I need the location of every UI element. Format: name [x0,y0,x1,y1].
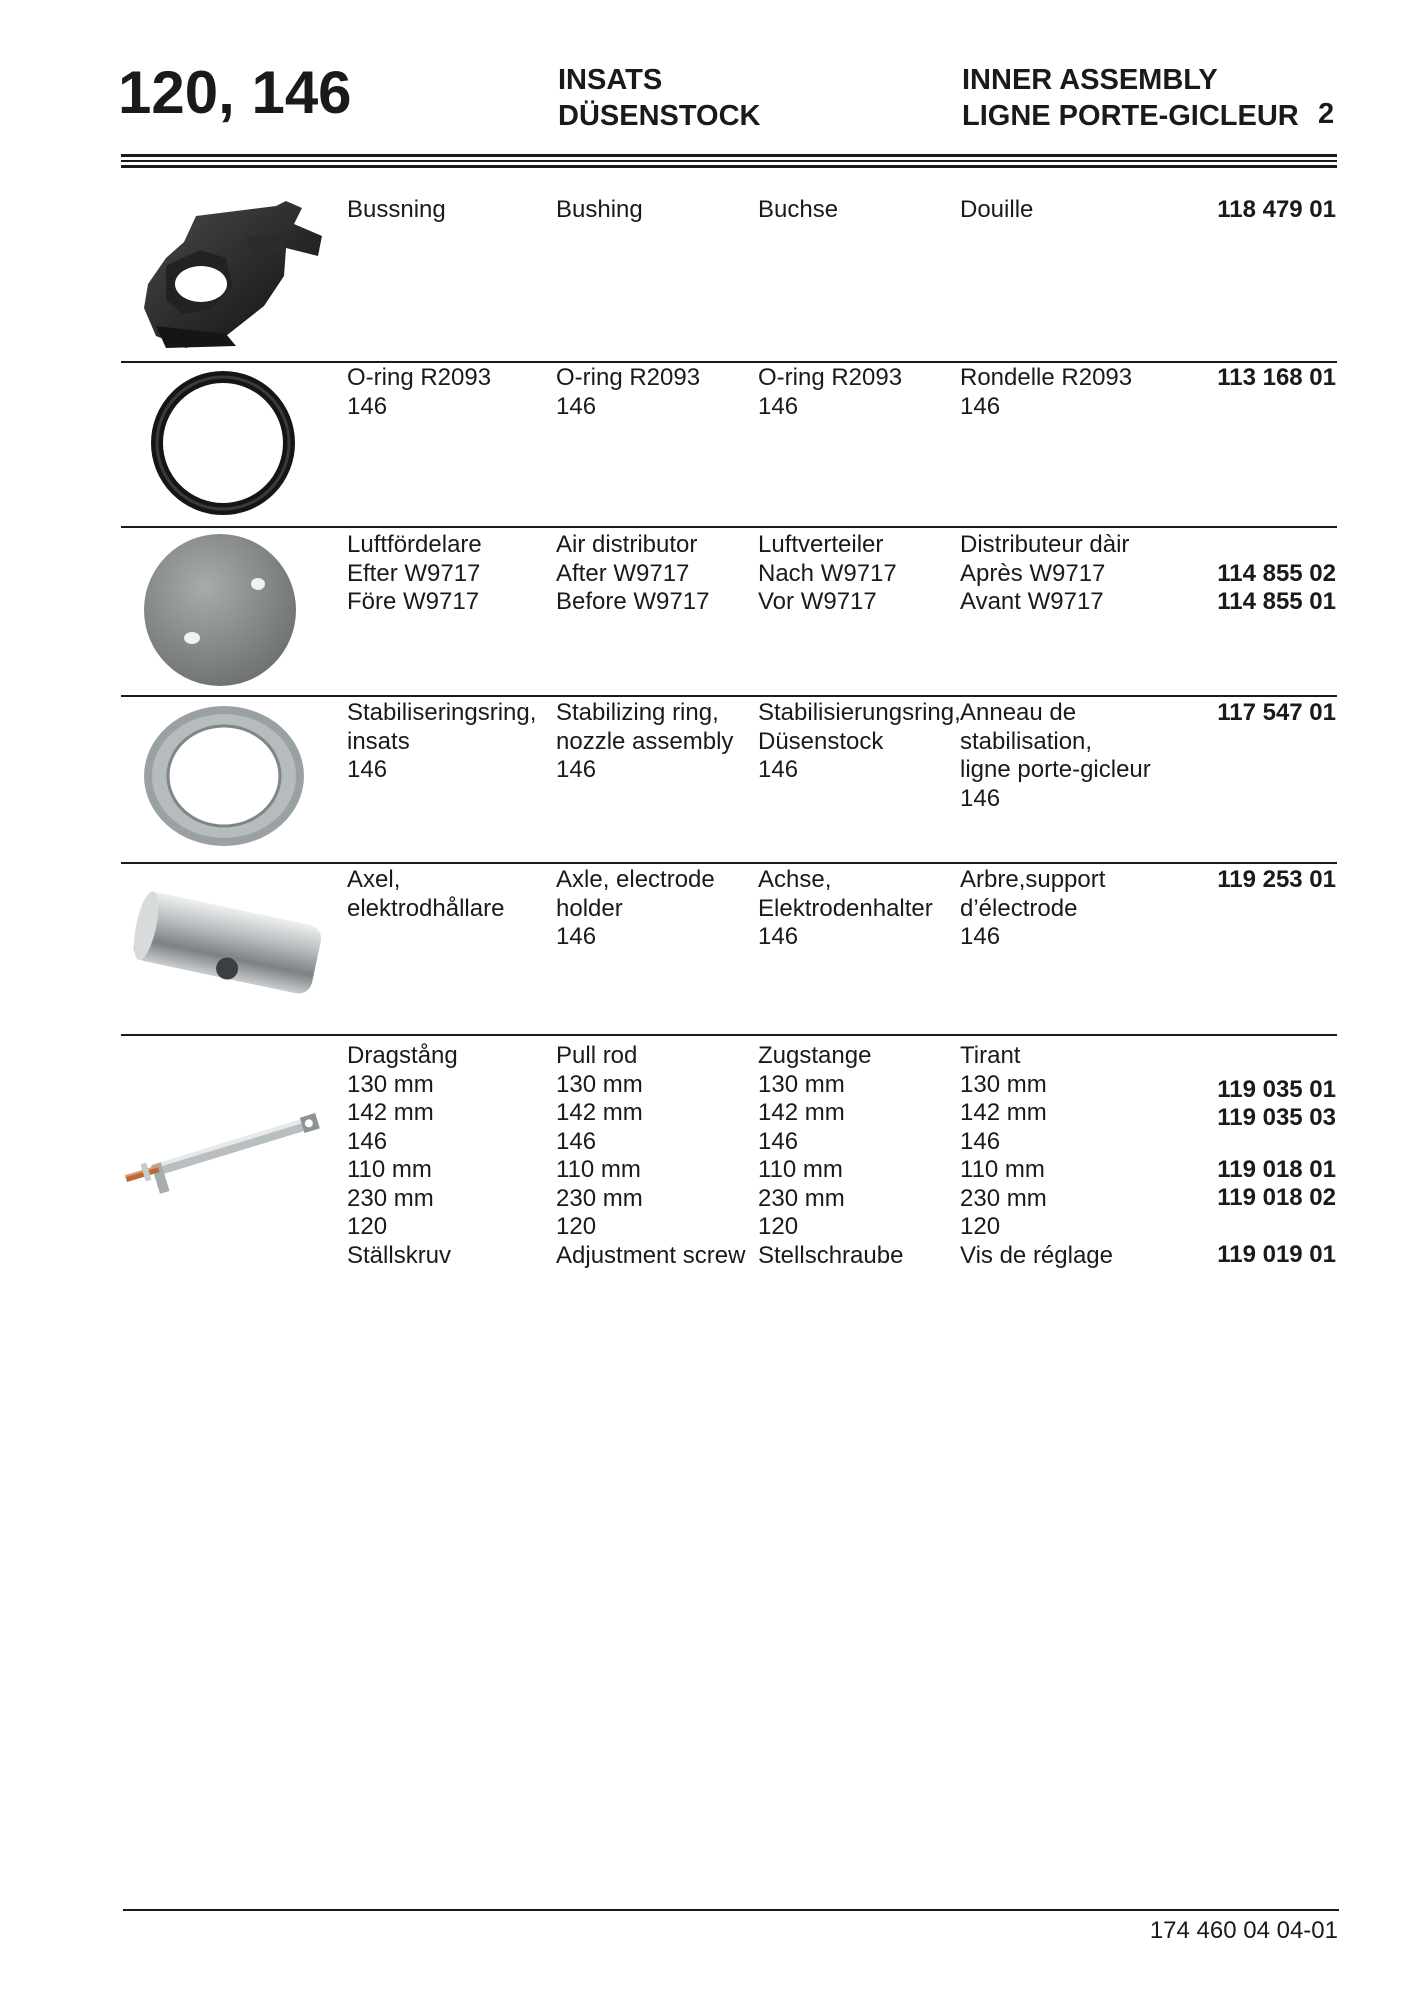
part-number: 119 018 01 [1217,1156,1336,1183]
part-number: 117 547 01 [1217,699,1336,726]
part-1-fr: Douille [960,196,1034,223]
part-3-fr: Distributeur dàir Après W9717 Avant W9717 [960,531,1130,615]
o-ring-icon [148,368,298,523]
title-en: INNER ASSEMBLY [962,64,1218,96]
document-number: 174 460 04 04-01 [1149,1917,1338,1944]
part-number: 119 035 03 [1217,1104,1336,1131]
part-6-en: Pull rod 130 mm 142 mm 146 110 mm 230 mm 120 Adjustment screw [556,1042,746,1269]
part-5-en: Axle, electrode holder 146 [556,866,715,950]
part-number: 119 035 01 [1217,1076,1336,1103]
header-rule [121,165,1337,168]
part-number: 114 855 02 [1217,560,1336,587]
part-2-se: O-ring R2093 146 [347,364,492,420]
part-1-se: Bussning [347,196,446,223]
pull-rod-icon [120,1105,330,1200]
part-number: 113 168 01 [1217,364,1336,391]
part-5-de: Achse, Elektrodenhalter 146 [758,866,933,950]
title-fr: LIGNE PORTE-GICLEUR [962,100,1299,132]
axle-icon [122,870,332,1025]
part-3-en: Air distributor After W9717 Before W9717 [556,531,710,615]
part-number: 119 019 01 [1217,1241,1336,1268]
row-separator [121,1034,1337,1036]
part-5-se: Axel, elektrodhållare [347,866,505,922]
header-rule [121,154,1337,157]
part-3-de: Luftverteiler Nach W9717 Vor W9717 [758,531,897,615]
part-2-fr: Rondelle R2093 146 [960,364,1133,420]
title-se: INSATS [558,64,663,96]
title-de: DÜSENSTOCK [558,100,761,132]
row-separator [121,526,1337,528]
header-rule [121,160,1337,162]
model-number: 120, 146 [118,59,352,126]
part-1-de: Buchse [758,196,839,223]
part-4-se: Stabiliseringsring, insats 146 [347,699,537,783]
stabilizing-ring-icon [140,700,310,855]
part-2-en: O-ring R2093 146 [556,364,701,420]
part-3-se: Luftfördelare Efter W9717 Före W9717 [347,531,482,615]
title-en-fr [962,62,1299,134]
part-6-de: Zugstange 130 mm 142 mm 146 110 mm 230 mm 120 Stellschraube [758,1042,904,1269]
part-6-se: Dragstång 130 mm 142 mm 146 110 mm 230 mm 120 Ställskruv [347,1042,458,1269]
row-separator [121,695,1337,697]
part-6-fr: Tirant 130 mm 142 mm 146 110 mm 230 mm 120 Vis de réglage [960,1042,1113,1269]
bushing-icon [126,196,326,361]
air-distributor-icon [140,530,300,695]
part-4-de: Stabilisierungsring, Düsenstock 146 [758,699,961,783]
part-number: 119 018 02 [1217,1184,1336,1211]
title-se-de [558,62,761,134]
row-separator [121,862,1337,864]
footer-rule [123,1909,1339,1911]
part-2-de: O-ring R2093 146 [758,364,903,420]
part-5-fr: Arbre,support d’électrode 146 [960,866,1106,950]
part-number: 119 253 01 [1217,866,1336,893]
part-4-fr: Anneau de stabilisation, ligne porte-gicleur 146 [960,699,1151,812]
part-number: 118 479 01 [1217,196,1336,223]
page-number: 2 [1318,98,1335,130]
part-number: 114 855 01 [1217,588,1336,615]
row-separator [121,361,1337,363]
part-4-en: Stabilizing ring, nozzle assembly 146 [556,699,734,783]
part-1-en: Bushing [556,196,643,223]
